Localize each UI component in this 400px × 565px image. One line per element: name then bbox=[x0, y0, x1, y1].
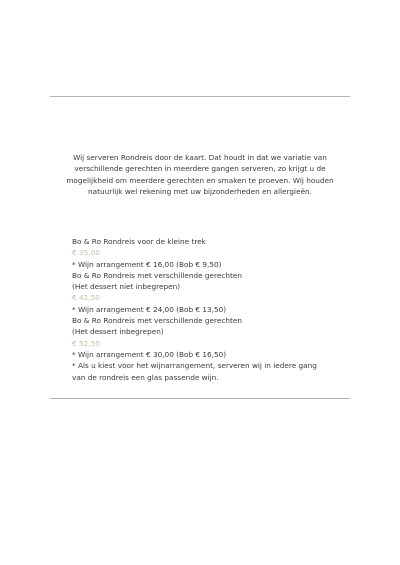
wine-arrangement: * Wijn arrangement € 30,00 (Bob € 16,50) bbox=[72, 349, 227, 359]
wine-arrangement: * Wijn arrangement € 24,00 (Bob € 13,50) bbox=[72, 304, 227, 314]
menu-list bbox=[72, 236, 352, 383]
top-divider bbox=[50, 96, 350, 97]
menu-item-note: (Het dessert niet inbegrepen) bbox=[72, 282, 181, 292]
wine-arrangement: * Wijn arrangement € 16,00 (Bob € 9,50) bbox=[72, 259, 222, 269]
menu-item-title: Bo & Ro Rondreis met verschillende gerechten bbox=[72, 270, 242, 280]
bottom-divider bbox=[50, 398, 350, 399]
footnote-line: van de rondreis een glas passende wijn. bbox=[72, 372, 219, 382]
menu-item-price: € 52,50 bbox=[72, 338, 100, 348]
menu-item-title: Bo & Ro Rondreis met verschillende gerechten bbox=[72, 316, 242, 326]
menu-item-note: (Het dessert inbegrepen) bbox=[72, 327, 164, 337]
menu-item-price: € 35,00 bbox=[72, 248, 100, 258]
menu-item-price: € 42,50 bbox=[72, 293, 100, 303]
footnote-line: * Als u kiest voor het wijnarrangement, serveren wij in iedere gang bbox=[72, 361, 317, 371]
intro-paragraph: Wij serveren Rondreis door de kaart. Dat houdt in dat we variatie van verschillende gerechten in meerdere gangen serveren, zo krijgt u de mogelijkheid om meerdere gerechten en smaken te proeven. Wij houden natuurlijk wel rekening met uw bijzonderheden en allergieën. bbox=[66, 153, 334, 196]
menu-item-title: Bo & Ro Rondreis voor de kleine trek bbox=[72, 237, 206, 246]
